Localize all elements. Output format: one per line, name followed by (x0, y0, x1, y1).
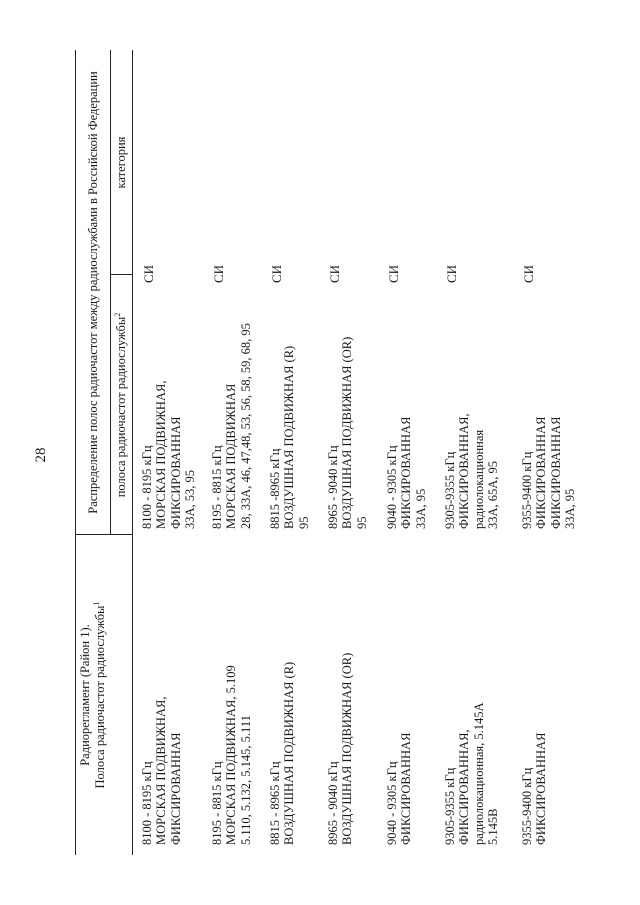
header-right-band-cell (114, 275, 129, 535)
row-category: СИ (269, 264, 284, 283)
row-right-cell: 9305-9355 кГц ФИКСИРОВАННАЯ, радиолокационная 33А, 65А, 95 (443, 413, 500, 529)
row-right-cell: 9040 - 9305 кГц ФИКСИРОВАННАЯ 33А, 95 (385, 416, 428, 529)
row-left-cell: 9305-9355 кГц ФИКСИРОВАННАЯ, радиолокационная, 5.145А 5.145В (443, 702, 500, 845)
row-right-cell: 8965 - 9040 кГц ВОЗДУШНАЯ ПОДВИЖНАЯ (OR) 95 (326, 336, 369, 529)
row-left-cell: 8965 - 9040 кГц ВОЗДУШНАЯ ПОДВИЖНАЯ (OR) (326, 652, 355, 845)
row-category: СИ (141, 264, 156, 283)
row-category: СИ (521, 264, 536, 283)
row-right-cell: 8195 - 8815 кГц МОРСКАЯ ПОДВИЖНАЯ 28, 33А, 46, 47,48, 53, 56, 58, 59, 68, 95 (210, 323, 253, 529)
header-left-line1: Радиорегламент (Район 1). (78, 624, 92, 766)
header-left-footnote: 1 (91, 601, 101, 606)
row-category: СИ (386, 264, 401, 283)
header-left-line2: Полоса радиочастот радиослужбы (93, 605, 107, 789)
row-right-cell: 9355-9400 кГц ФИКСИРОВАННАЯ ФИКСИРОВАННАЯ 33А, 95 (520, 416, 577, 529)
right-group-header-rule (110, 50, 111, 535)
row-left-cell: 8815 - 8965 кГц ВОЗДУШНАЯ ПОДВИЖНАЯ (R) (268, 661, 297, 845)
header-left-cell (78, 535, 108, 855)
header-right-group: Распределение полос радиочастот между радиослужбами в Российской Федерации (86, 71, 100, 514)
row-category: СИ (211, 264, 226, 283)
table-top-rule (75, 50, 76, 855)
row-category: СИ (327, 264, 342, 283)
row-left-cell: 8100 - 8195 кГц МОРСКАЯ ПОДВИЖНАЯ, ФИКСИРОВАННАЯ (140, 696, 183, 845)
row-left-cell: 9040 - 9305 кГц ФИКСИРОВАННАЯ (385, 732, 414, 845)
row-right-cell: 8100 - 8195 кГц МОРСКАЯ ПОДВИЖНАЯ, ФИКСИРОВАННАЯ 33А, 53, 95 (140, 380, 197, 529)
header-right-category: категория (114, 136, 128, 189)
row-category: СИ (444, 264, 459, 283)
row-left-cell: 8195 - 8815 кГц МОРСКАЯ ПОДВИЖНАЯ, 5.109 5.110, 5.132, 5.145, 5.111 (210, 665, 253, 845)
header-bottom-rule (132, 50, 133, 855)
page-number: 28 (33, 447, 49, 463)
row-left-cell: 9355-9400 кГц ФИКСИРОВАННАЯ (520, 732, 549, 845)
header-right-band: полоса радиочастот радиослужбы (114, 316, 128, 498)
row-right-cell: 8815 -8965 кГц ВОЗДУШНАЯ ПОДВИЖНАЯ (R) 95 (268, 345, 311, 529)
header-right-band-footnote: 2 (112, 312, 122, 317)
header-left-line2-wrap (93, 535, 108, 855)
